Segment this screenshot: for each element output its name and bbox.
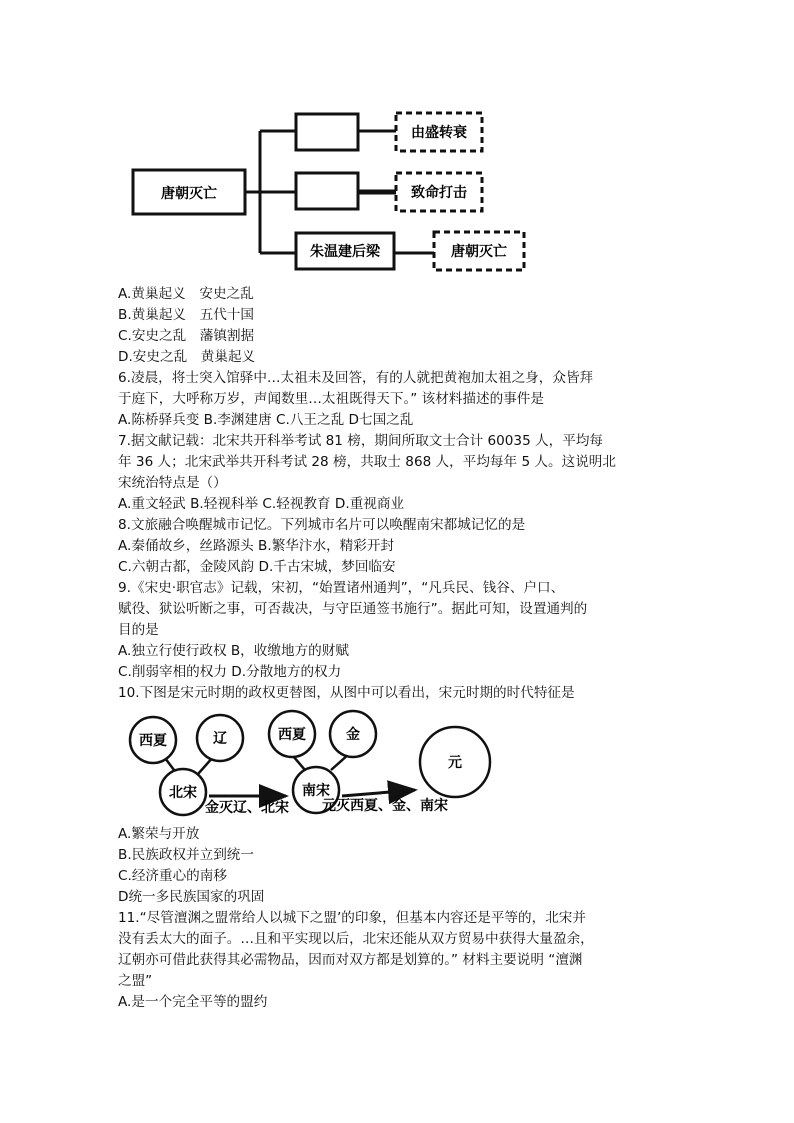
q10-option-d: D统一多民族国家的巩固 <box>118 889 265 905</box>
label-yuan: 元 <box>448 755 462 771</box>
q9-stem-line-1: 9.《宋史·职官志》记载，宋初，“始置诸州通判”，“凡兵民、钱谷、户口、 <box>118 580 565 596</box>
song-yuan-regime-diagram <box>0 706 794 822</box>
q7-stem-line-1: 7.据文献记载：北宋共开科举考试 81 榜，期间所取文士合计 60035 人，平均每 <box>118 433 604 449</box>
q11-stem-line-4: 之盟” <box>118 973 153 989</box>
q9-options-cd: C.削弱宰相的权力 D.分散地方的权力 <box>118 664 342 680</box>
q9-options-ab: A.独立行使行政权 B，收缴地方的财赋 <box>118 643 349 659</box>
label-jin: 金 <box>346 727 360 743</box>
label-southern-song: 南宋 <box>302 783 330 799</box>
q10-stem: 10.下图是宋元时期的政权更替图，从图中可以看出，宋元时期的时代特征是 <box>118 685 575 701</box>
q5-option-a: A.黄巢起义 安史之乱 <box>118 286 254 302</box>
middle-label-3: 朱温建后梁 <box>310 244 380 260</box>
q6-options: A.陈桥驿兵变 B.李渊建唐 C.八王之乱 D七国之乱 <box>118 412 414 428</box>
label-xixia-1: 西夏 <box>139 733 167 749</box>
q9-stem-line-2: 赋役、狱讼听断之事，可否裁决，与守臣通签书施行”。据此可知，设置通判的 <box>118 601 588 617</box>
outcome-label-1: 由盛转衰 <box>411 125 467 141</box>
label-xixia-2: 西夏 <box>278 727 306 743</box>
outcome-label-3: 唐朝灭亡 <box>451 244 507 260</box>
label-northern-song: 北宋 <box>169 785 197 801</box>
q11-stem-line-2: 没有丢太大的面子。…且和平实现以后，北宋还能从双方贸易中获得大量盈余， <box>118 931 594 947</box>
q5-option-b: B.黄巢起义 五代十国 <box>118 307 254 323</box>
middle-box-2 <box>296 173 358 209</box>
q10-option-b: B.民族政权并立到统一 <box>118 847 254 863</box>
label-liao: 辽 <box>213 731 227 747</box>
outcome-label-2: 致命打击 <box>411 185 467 201</box>
q6-stem-line-2: 于庭下，大呼称万岁，声闻数里…太祖既得天下。” 该材料描述的事件是 <box>118 391 544 407</box>
q11-stem-line-1: 11.“尽管澶渊之盟常给人以城下之盟’的印象，但基本内容还是平等的，北宋并 <box>118 910 586 926</box>
q11-option-a: A.是一个完全平等的盟约 <box>118 994 268 1010</box>
q8-options-cd: C.六朝古都，金陵风韵 D.千古宋城，梦回临安 <box>118 559 396 575</box>
q6-stem-line-1: 6.凌晨，将士突入馆驿中…太祖未及回答，有的人就把黄袍加太祖之身，众皆拜 <box>118 370 594 386</box>
tang-collapse-diagram <box>0 0 794 280</box>
q7-stem-line-3: 宋统治特点是（） <box>118 475 227 491</box>
q11-stem-line-3: 辽朝亦可借此获得其必需物品，因而对双方都是划算的。” 材料主要说明 “澶渊 <box>118 952 583 968</box>
q10-option-c: C.经济重心的南移 <box>118 868 227 884</box>
q7-options: A.重文轻武 B.轻视科举 C.轻视教育 D.重视商业 <box>118 496 405 512</box>
q8-stem: 8.文旅融合唤醒城市记忆。下列城市名片可以唤醒南宋都城记忆的是 <box>118 517 526 533</box>
q5-option-c: C.安史之乱 藩镇割据 <box>118 328 255 344</box>
arrow-label-2: 元灭西夏、金、南宋 <box>322 798 448 814</box>
q8-options-ab: A.秦俑故乡，丝路源头 B.繁华汴水，精彩开封 <box>118 538 395 554</box>
q9-stem-line-3: 目的是 <box>118 622 159 638</box>
arrow-label-1: 金灭辽、北宋 <box>205 800 289 816</box>
middle-box-1 <box>296 114 358 150</box>
q7-stem-line-2: 年 36 人；北宋武举共开科考试 28 榜，共取士 868 人，平均每年 5 人。这说明北 <box>118 454 616 470</box>
q10-option-a: A.繁荣与开放 <box>118 826 200 842</box>
q5-option-d: D.安史之乱 黄巢起义 <box>118 349 256 365</box>
root-label: 唐朝灭亡 <box>161 186 217 202</box>
